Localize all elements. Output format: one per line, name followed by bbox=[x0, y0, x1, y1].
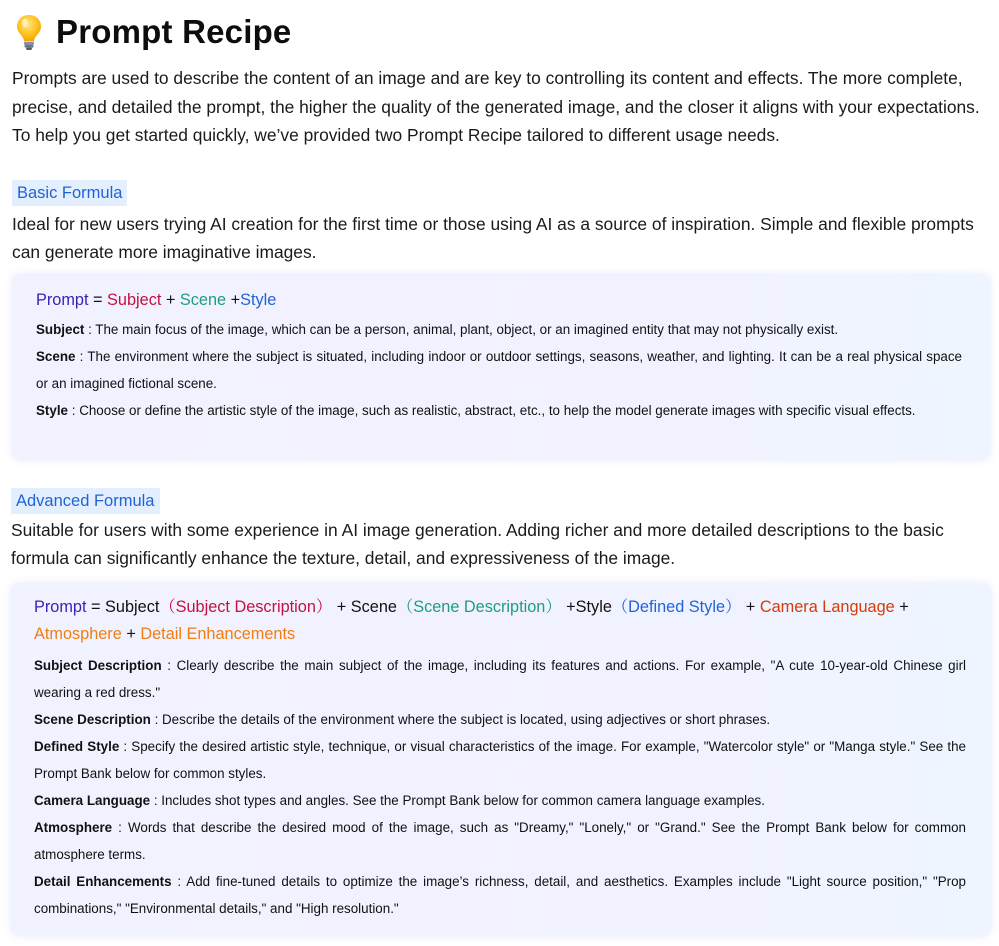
definition-separator: : bbox=[150, 712, 163, 727]
definition-item bbox=[34, 733, 966, 787]
page-title: Prompt Recipe bbox=[56, 13, 292, 50]
definition-separator: : bbox=[171, 874, 187, 889]
intro-paragraph: Prompts are used to describe the content of an image and are key to controlling its content and effects. The more complete, precise, and detailed the prompt, the higher the quality of the generated image, and the closer it aligns with your expectations. To help you get started quickly, we’ve provided two Prompt Recipe tailored to different usage needs. bbox=[12, 68, 980, 145]
definition-term: Subject bbox=[36, 322, 85, 337]
formula-detail-enhancements: Detail Enhancements bbox=[140, 625, 296, 643]
formula-atmosphere: Atmosphere bbox=[34, 625, 122, 643]
basic-formula-label: Basic Formula bbox=[12, 180, 127, 206]
basic-formula-card bbox=[12, 274, 990, 460]
formula-plus: + bbox=[894, 598, 909, 616]
definition-separator: : bbox=[84, 322, 96, 337]
definition-term: Style bbox=[36, 403, 69, 418]
formula-plus: + bbox=[741, 598, 760, 616]
definition-text: Choose or define the artistic style of the image, such as realistic, abstract, etc., to help the model generate images with specific visual effects. bbox=[79, 403, 916, 418]
formula-plus: + bbox=[226, 291, 241, 309]
definition-item bbox=[34, 706, 966, 733]
definition-item bbox=[34, 787, 966, 814]
formula-scene-description: （Scene Description） bbox=[396, 598, 562, 616]
definition-text: The environment where the subject is situated, including indoor or outdoor settings, seasons, weather, and lighting. It can be a real physical space or an imagined fictional scene. bbox=[36, 349, 962, 391]
formula-equals: = bbox=[86, 598, 106, 616]
definition-text: Add fine-tuned details to optimize the image’s richness, detail, and aesthetics. Examples include "Light source position," "Prop combinations," "Environmental details," and "High resolution." bbox=[34, 874, 967, 916]
definition-term: Scene Description bbox=[34, 712, 151, 727]
formula-prompt: Prompt bbox=[34, 598, 87, 616]
formula-subject: Subject bbox=[105, 598, 160, 616]
formula-camera-language: Camera Language bbox=[759, 598, 895, 616]
definition-term: Detail Enhancements bbox=[34, 874, 172, 889]
definition-separator: : bbox=[150, 793, 162, 808]
definition-text: The main focus of the image, which can be a person, animal, plant, object, or an imagined entity that may not physically exist. bbox=[95, 322, 839, 337]
formula-scene: Scene bbox=[179, 291, 227, 309]
definition-term: Camera Language bbox=[34, 793, 151, 808]
definition-separator: : bbox=[75, 349, 88, 364]
formula-style: +Style bbox=[561, 598, 612, 616]
formula-subject-description: （Subject Description） bbox=[159, 598, 333, 616]
basic-formula-description: Ideal for new users trying AI creation for the first time or those using AI as a source of inspiration. Simple and flexible prompts can generate more imaginative images. bbox=[12, 214, 974, 262]
definition-text: Includes shot types and angles. See the Prompt Bank below for common camera language examples. bbox=[161, 793, 765, 808]
definition-text: Clearly describe the main subject of the image, including its features and actions. For example, "A cute 10-year-old Chinese girl wearing a red dress." bbox=[34, 658, 966, 700]
advanced-formula-description: Suitable for users with some experience in AI image generation. Adding richer and more detailed descriptions to the basic formula can significantly enhance the texture, detail, and expressiveness of the image. bbox=[11, 520, 944, 568]
definition-separator: : bbox=[119, 739, 132, 754]
formula-defined-style: （Defined Style） bbox=[611, 598, 742, 616]
definition-text: Specify the desired artistic style, technique, or visual characteristics of the image. For example, "Watercolor style" or "Manga style." See the Prompt Bank below for common styles. bbox=[34, 739, 966, 781]
advanced-formula-equation bbox=[34, 594, 909, 648]
formula-plus: + bbox=[121, 625, 141, 643]
definition-text: Words that describe the desired mood of the image, such as "Dreamy," "Lonely," or "Grand." See the Prompt Bank below for common atmosphere terms. bbox=[34, 820, 966, 862]
definition-item bbox=[36, 397, 962, 424]
definition-item bbox=[34, 814, 966, 868]
formula-plus: + bbox=[161, 291, 180, 309]
basic-formula-equation bbox=[36, 287, 276, 314]
formula-scene: + Scene bbox=[332, 598, 397, 616]
formula-prompt: Prompt bbox=[36, 291, 89, 309]
formula-equals: = bbox=[88, 291, 108, 309]
lightbulb-icon bbox=[14, 12, 44, 52]
definition-separator: : bbox=[68, 403, 80, 418]
formula-style: Style bbox=[240, 291, 277, 309]
advanced-formula-label: Advanced Formula bbox=[11, 488, 160, 514]
definition-term: Defined Style bbox=[34, 739, 120, 754]
definition-term: Scene bbox=[36, 349, 76, 364]
basic-definitions bbox=[36, 316, 962, 424]
definition-item bbox=[36, 343, 962, 397]
definition-term: Subject Description bbox=[34, 658, 162, 673]
advanced-definitions bbox=[34, 652, 966, 922]
definition-item bbox=[36, 316, 962, 343]
page-header bbox=[14, 8, 292, 56]
definition-term: Atmosphere bbox=[34, 820, 113, 835]
definition-item bbox=[34, 652, 966, 706]
formula-subject: Subject bbox=[107, 291, 162, 309]
definition-item bbox=[34, 868, 966, 922]
definition-separator: : bbox=[112, 820, 128, 835]
definition-separator: : bbox=[161, 658, 177, 673]
advanced-formula-card bbox=[11, 583, 991, 936]
definition-text: Describe the details of the environment where the subject is located, using adjectives or short phrases. bbox=[162, 712, 771, 727]
